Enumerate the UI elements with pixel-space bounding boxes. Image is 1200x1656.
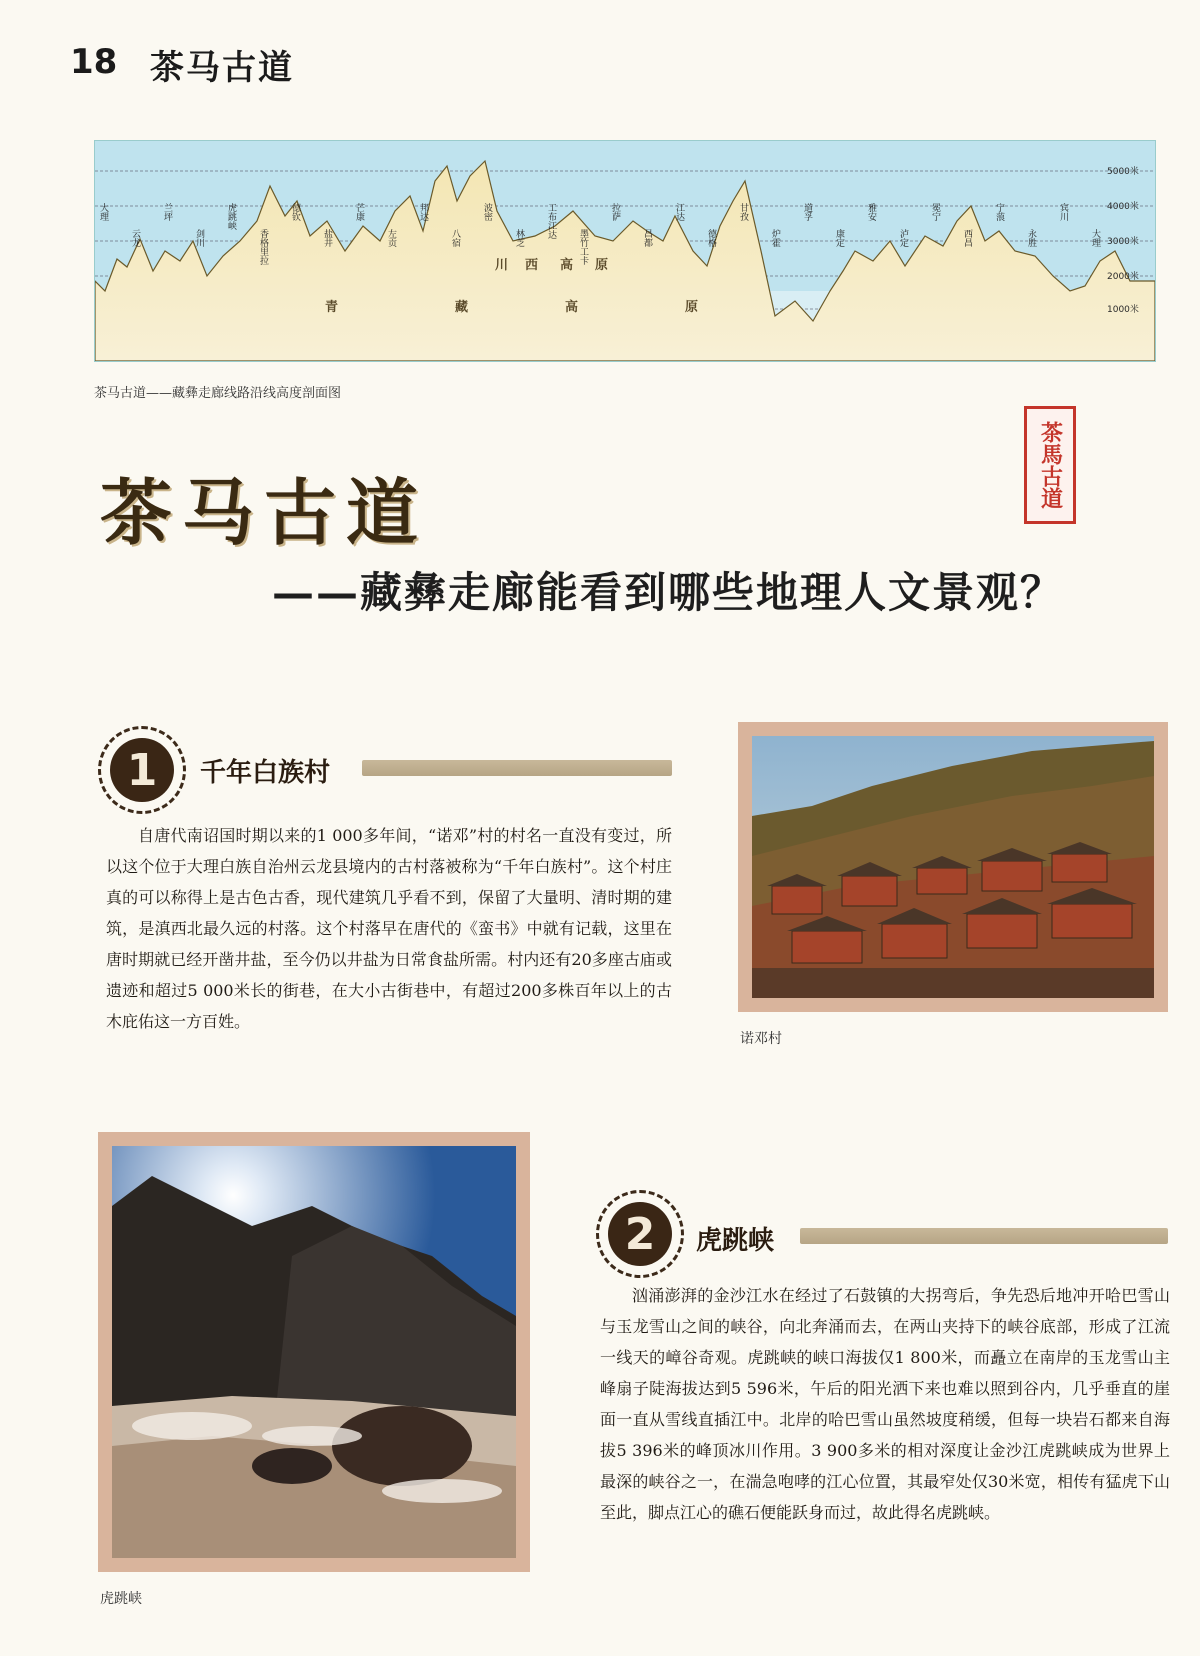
place-label: 墨竹工卡	[578, 229, 588, 265]
place-label: 康定	[834, 229, 844, 247]
tick-3000: 3000米	[1107, 237, 1139, 247]
tick-5000: 5000米	[1107, 167, 1139, 177]
svg-text:藏: 藏	[455, 300, 469, 315]
place-label: 宾川	[1058, 203, 1068, 221]
svg-text:高: 高	[560, 258, 574, 273]
place-label: 宁蒗	[994, 203, 1004, 221]
place-label: 八宿	[450, 229, 460, 247]
section-2-body: 汹涌澎湃的金沙江水在经过了石鼓镇的大拐弯后，争先恐后地冲开哈巴雪山与玉龙雪山之间的峡谷，向北奔涌而去，在两山夹持下的峡谷底部，形成了江流一线天的嶂谷奇观。虎跳峡的峡口海拔仅1 800米，而矗立在南岸的玉龙雪山主峰扇子陡海拔达到5 596米，午后的阳光洒下来也难以照到谷内，几乎垂直的崖面一直从雪线直插江中。北岸的哈巴雪山虽然坡度稍缓，但每一块岩石都来自海拔5 396米的峰顶冰川作用。3 900多米的相对深度让金沙江虎跳峡成为世界上最深的峡谷之一，在湍急咆哮的江心位置，其最窄处仅30米宽，相传有猛虎下山至此，脚点江心的礁石便能跃身而过，故此得名虎跳峡。	[600, 1286, 1170, 1522]
section-2-badge	[596, 1190, 684, 1278]
svg-text:原: 原	[685, 300, 699, 315]
svg-text:原: 原	[595, 258, 609, 273]
tick-2000: 2000米	[1107, 272, 1139, 282]
elevation-profile-svg	[95, 141, 1155, 361]
section-1-number: 1	[110, 738, 174, 802]
place-label: 德格	[706, 229, 716, 247]
svg-text:高: 高	[565, 300, 579, 315]
place-label: 剑川	[194, 229, 204, 247]
tick-1000: 1000米	[1107, 305, 1139, 315]
page-number: 18	[70, 42, 118, 82]
place-label: 泸定	[898, 229, 908, 247]
place-label: 拉萨	[610, 203, 620, 221]
place-label: 道孚	[802, 203, 812, 221]
tick-4000: 4000米	[1107, 202, 1139, 212]
place-label: 兰坪	[162, 203, 172, 221]
section-2-number: 2	[608, 1202, 672, 1266]
main-title: 茶马古道	[100, 470, 429, 555]
place-label: 江达	[674, 203, 684, 221]
section-1-title-bar	[362, 760, 672, 776]
place-label: 芒康	[354, 203, 364, 221]
nuodeng-photo	[738, 722, 1168, 1012]
section-1-title: 千年白族村	[200, 758, 331, 788]
place-label: 工布江达	[546, 203, 556, 239]
place-label: 德钦	[290, 203, 300, 221]
svg-text:青: 青	[325, 300, 339, 315]
nuodeng-photo-image	[752, 736, 1154, 998]
place-label: 冕宁	[930, 203, 940, 221]
sub-title: ——藏彝走廊能看到哪些地理人文景观？	[272, 568, 1065, 617]
place-label: 左贡	[386, 229, 396, 247]
place-label: 大理	[1090, 229, 1100, 247]
profile-caption: 茶马古道——藏彝走廊线路沿线高度剖面图	[94, 386, 342, 401]
place-label: 永胜	[1026, 229, 1036, 247]
place-label: 林芝	[514, 229, 524, 247]
place-label: 云龙	[130, 229, 140, 247]
tiger-leaping-gorge-caption: 虎跳峡	[100, 1591, 142, 1607]
place-label: 西昌	[962, 229, 972, 247]
section-1-badge	[98, 726, 186, 814]
place-label: 盐井	[322, 229, 332, 247]
tiger-leaping-gorge-photo-image	[112, 1146, 516, 1558]
elevation-profile-chart	[94, 140, 1156, 362]
running-title: 茶马古道	[150, 48, 294, 88]
red-seal-stamp: 茶馬古道	[1024, 406, 1076, 524]
place-label: 甘孜	[738, 203, 748, 221]
place-label: 邦达	[418, 203, 428, 221]
section-2-title-bar	[800, 1228, 1168, 1244]
place-label: 雅安	[866, 203, 876, 221]
svg-text:西: 西	[525, 258, 539, 273]
svg-text:川: 川	[495, 258, 509, 273]
place-label: 香格里拉	[258, 229, 268, 265]
tiger-leaping-gorge-photo	[98, 1132, 530, 1572]
section-1-body: 自唐代南诏国时期以来的1 000多年间，“诺邓”村的村名一直没有变过，所以这个位于大理白族自治州云龙县境内的古村落被称为“千年白族村”。这个村庄真的可以称得上是古色古香，现代建筑几乎看不到，保留了大量明、清时期的建筑，是滇西北最久远的村落。这个村落早在唐代的《蛮书》中就有记载，这里在唐时期就已经开凿井盐，至今仍以井盐为日常食盐所需。村内还有20多座古庙或遗迹和超过5 000米长的街巷，在大小古街巷中，有超过200多株百年以上的古木庇佑这一方百姓。	[106, 826, 672, 1031]
nuodeng-photo-caption: 诺邓村	[740, 1031, 782, 1047]
place-label: 虎跳峡	[226, 203, 236, 230]
place-label: 波密	[482, 203, 492, 221]
place-label: 炉霍	[770, 229, 780, 247]
place-label: 昌都	[642, 229, 652, 247]
place-label: 大理	[98, 203, 108, 221]
section-2-title: 虎跳峡	[696, 1226, 775, 1256]
